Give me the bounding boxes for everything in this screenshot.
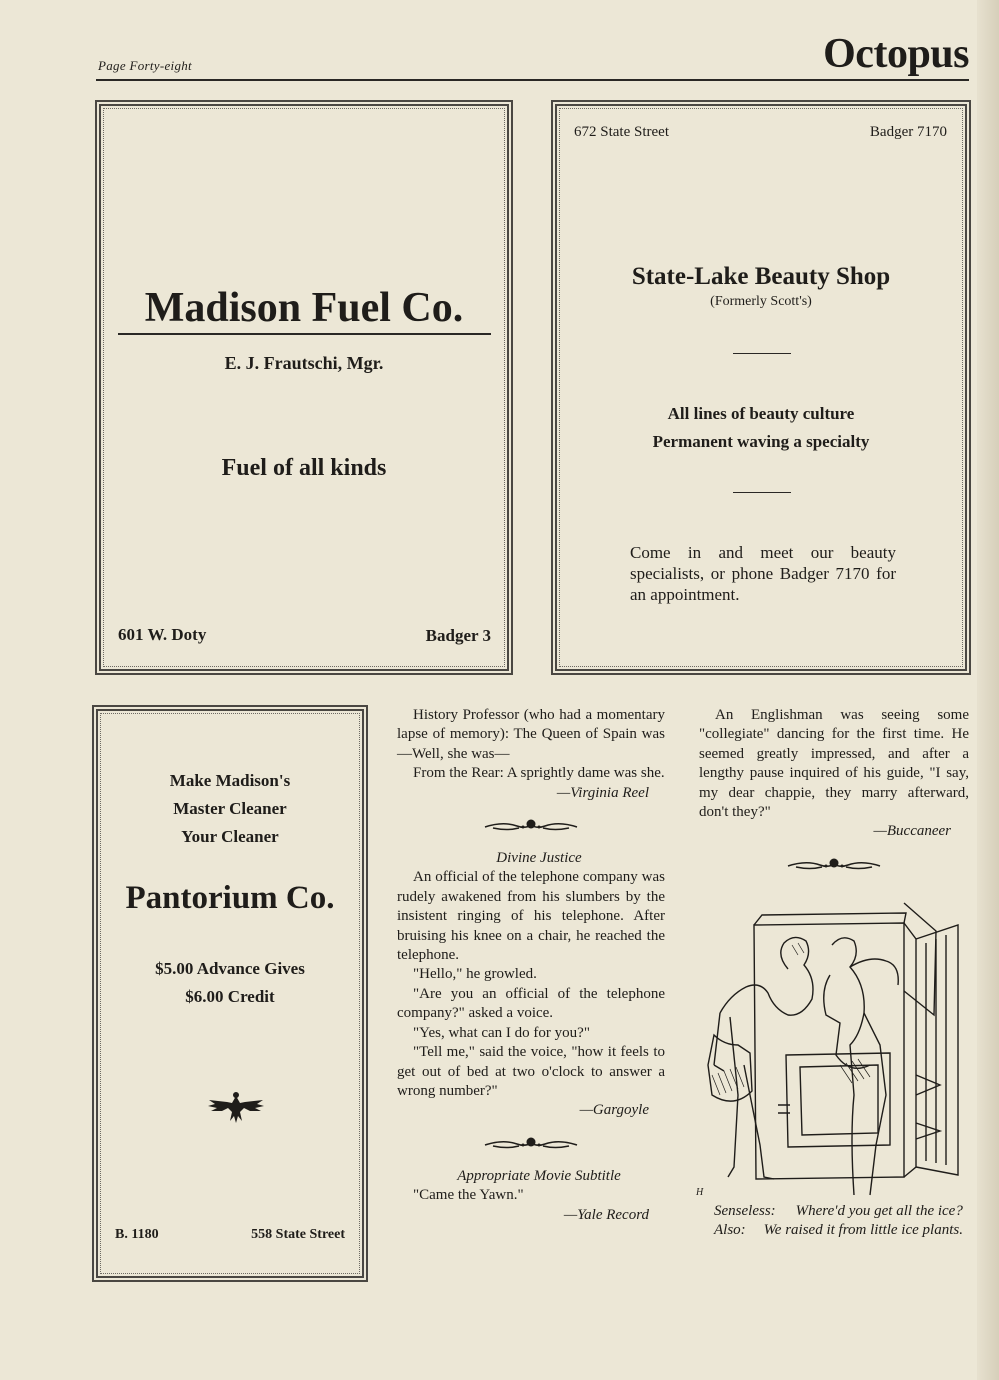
pantorium-offer-2: $6.00 Credit (185, 987, 275, 1006)
state-lake-name: State-Lake Beauty Shop (631, 263, 891, 290)
madison-fuel-rule (118, 333, 491, 335)
middle-column (397, 706, 665, 1225)
page-edge (977, 0, 999, 1380)
madison-fuel-slogan: Fuel of all kinds (221, 455, 387, 481)
ad-madison-fuel (95, 100, 513, 675)
icebox-text-2: We raised it from little ice plants. (763, 1222, 963, 1238)
state-lake-formerly: (Formerly Scott's) (710, 294, 812, 309)
divine-justice-source: —Gargoyle (579, 1102, 649, 1119)
divine-justice-p4: "Yes, what can I do for you?" (413, 1024, 590, 1041)
state-lake-phone: Badger 7170 (869, 124, 947, 140)
right-column (699, 706, 969, 872)
icebox-text-1: Where'd you get all the ice? (795, 1203, 963, 1219)
madison-fuel-phone: Badger 3 (425, 626, 491, 645)
divine-justice-p3: "Are you an official of the telephone company?" asked a voice. (397, 985, 665, 1022)
state-lake-rule-1 (733, 353, 791, 354)
pantorium-tagline-3: Your Cleaner (181, 827, 279, 846)
ornament-divider-icon (786, 856, 882, 872)
icebox-speaker-2: Also: (714, 1222, 746, 1238)
movie-subtitle-text: "Came the Yawn." (413, 1187, 524, 1204)
header-rule (96, 79, 969, 81)
pantorium-name: Pantorium Co. (125, 880, 335, 916)
ad-state-lake-beauty-shop (551, 100, 971, 675)
icebox-line-1 (698, 1202, 968, 1221)
pantorium-tagline-1: Make Madison's (169, 771, 291, 790)
madison-fuel-address: 601 W. Doty (118, 625, 207, 644)
history-joke-source: —Virginia Reel (556, 784, 649, 801)
divine-justice-title: Divine Justice (496, 850, 582, 867)
svg-text:H: H (696, 1187, 704, 1198)
englishman-joke-source: —Buccaneer (873, 823, 951, 840)
pantorium-address: 558 State Street (251, 1227, 345, 1242)
state-lake-invite: Come in and meet our beauty specialists, or phone Badger 7170 for an appointment. (630, 543, 896, 604)
magazine-title: Octopus (823, 31, 969, 77)
state-lake-line-1: All lines of beauty culture (667, 404, 855, 423)
ad-pantorium (92, 705, 368, 1282)
icebox-line-2 (698, 1221, 968, 1240)
divine-justice-p1: An official of the telephone company was rudely awakened from his slumbers by the insistent ringing of his telephone. After bruising his knee on a chair, he reached the telephone. (397, 869, 665, 964)
pantorium-offer-1: $5.00 Advance Gives (155, 959, 305, 978)
history-joke-text: History Professor (who had a momentary lapse of memory): The Queen of Spain was—Well, she was— (397, 707, 665, 762)
ornament-divider-icon (483, 1135, 579, 1151)
ornament-divider-icon (483, 817, 579, 833)
movie-subtitle-title: Appropriate Movie Subtitle (457, 1167, 621, 1184)
movie-subtitle-source: —Yale Record (563, 1206, 649, 1223)
icebox-illustration (690, 895, 968, 1205)
state-lake-address: 672 State Street (574, 124, 669, 140)
pantorium-phone: B. 1180 (115, 1227, 159, 1242)
madison-fuel-name: Madison Fuel Co. (144, 285, 464, 331)
eagle-icon (205, 1090, 267, 1124)
englishman-joke-text: An Englishman was seeing some "collegiate" dancing for the first time. He seemed greatly impressed, and after a lengthy pause inquired of his guide, "I say, my dear chappie, they marry afterward, don't they?" (699, 707, 969, 821)
divine-justice-p2: "Hello," he growled. (413, 966, 537, 983)
icebox-speaker-1: Senseless: (714, 1203, 776, 1219)
state-lake-rule-2 (733, 492, 791, 493)
madison-fuel-manager: E. J. Frautschi, Mgr. (224, 353, 384, 373)
divine-justice-p5: "Tell me," said the voice, "how it feels to get out of bed at two o'clock to answer a wrong number?" (397, 1044, 665, 1099)
icebox-caption (698, 1202, 968, 1240)
page-number: Page Forty-eight (98, 58, 192, 73)
history-joke-reply: From the Rear: A sprightly dame was she. (413, 765, 665, 782)
state-lake-line-2: Permanent waving a specialty (652, 432, 870, 451)
pantorium-tagline-2: Master Cleaner (173, 799, 287, 818)
